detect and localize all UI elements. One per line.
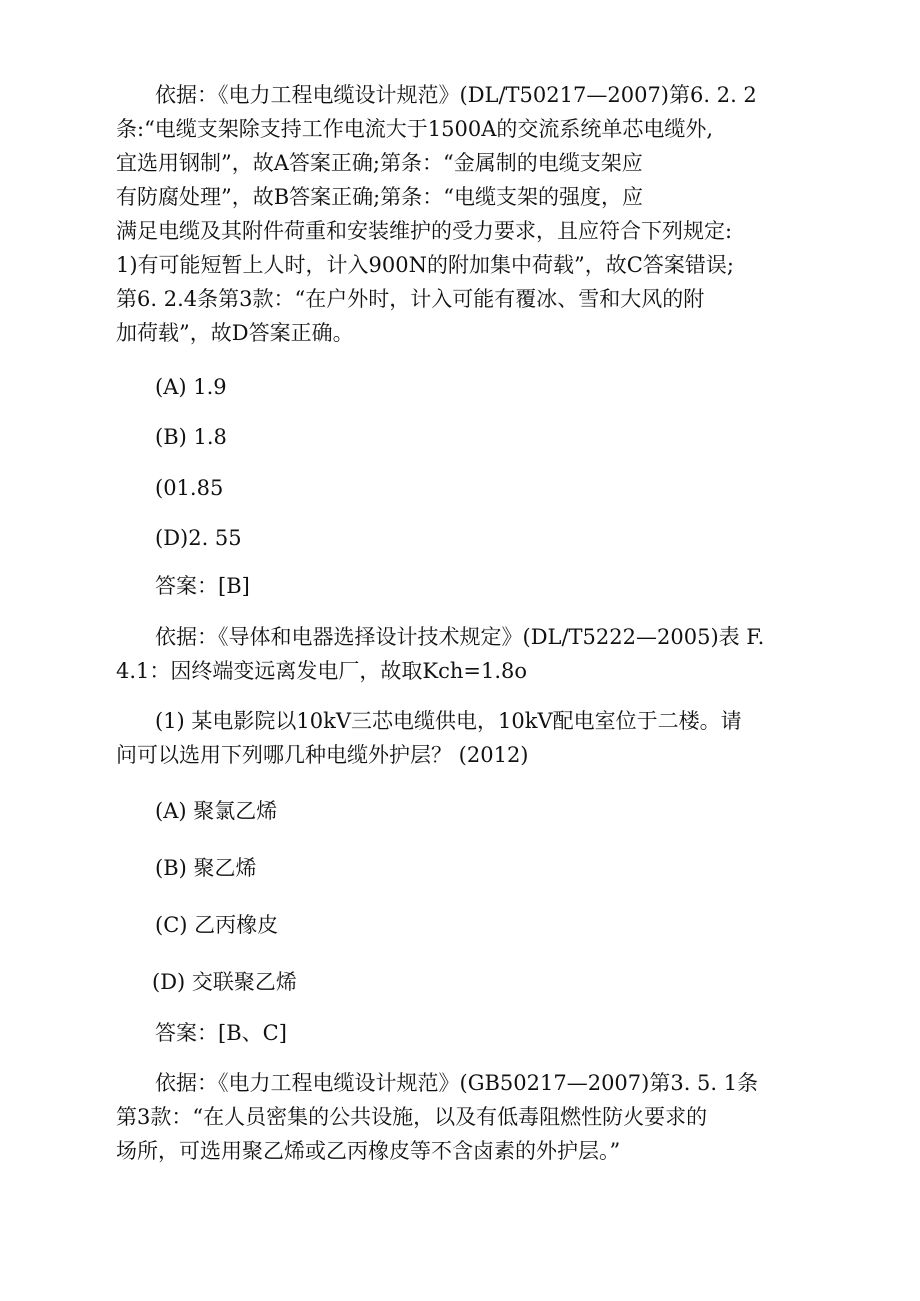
basis1-line-6: 1)有可能短暂上人时，计入900N的附加集中荷载”，故C答案错误; (116, 253, 734, 277)
option1-b: (B) 1.8 (155, 425, 227, 449)
basis1-line-8: 加荷载”，故D答案正确。 (116, 321, 354, 345)
basis1-line-7: 第6. 2.4条第3款：“在户外时，计入可能有覆冰、雪和大风的附 (116, 287, 705, 311)
answer2: 答案：[B、C] (155, 1021, 287, 1045)
question2-line-2: 问可以选用下列哪几种电缆外护层？ (2012) (116, 743, 529, 767)
option1-d: (D)2. 55 (155, 526, 242, 550)
basis1-line-1: 依据：《电力工程电缆设计规范》(DL/T50217—2007)第6. 2. 2 (155, 83, 757, 107)
basis1-line-3: 宜选用钢制”，故A答案正确;第条：“金属制的电缆支架应 (116, 151, 643, 175)
basis1-line-5: 满足电缆及其附件荷重和安装维护的受力要求，且应符合下列规定: (116, 219, 733, 243)
basis2-line-1: 依据：《导体和电器选择设计技术规定》(DL/T5222—2005)表 F. (155, 625, 765, 649)
basis3-line-2: 第3款：“在人员密集的公共设施，以及有低毒阻燃性防火要求的 (116, 1105, 708, 1129)
option1-a: (A) 1.9 (155, 375, 227, 399)
option2-d: (D) 交联聚乙烯 (152, 970, 297, 994)
option2-a: (A) 聚氯乙烯 (155, 799, 278, 823)
basis1-line-2: 条:“电缆支架除支持工作电流大于1500A的交流系统单芯电缆外, (116, 117, 714, 141)
basis3-line-1: 依据：《电力工程电缆设计规范》(GB50217—2007)第3. 5. 1条 (155, 1071, 759, 1095)
answer1: 答案：[B] (155, 574, 250, 598)
option1-c: (01.85 (155, 476, 224, 500)
option2-c: (C) 乙丙橡皮 (155, 913, 279, 937)
basis3-line-3: 场所，可选用聚乙烯或乙丙橡皮等不含卤素的外护层。” (116, 1139, 621, 1163)
question2-line-1: (1) 某电影院以10kV三芯电缆供电，10kV配电室位于二楼。请 (155, 709, 742, 733)
basis1-line-4: 有防腐处理”，故B答案正确;第条：“电缆支架的强度，应 (116, 185, 643, 209)
basis2-line-2: 4.1：因终端变远离发电厂，故取Kch=1.8o (116, 659, 528, 683)
option2-b: (B) 聚乙烯 (155, 856, 257, 880)
